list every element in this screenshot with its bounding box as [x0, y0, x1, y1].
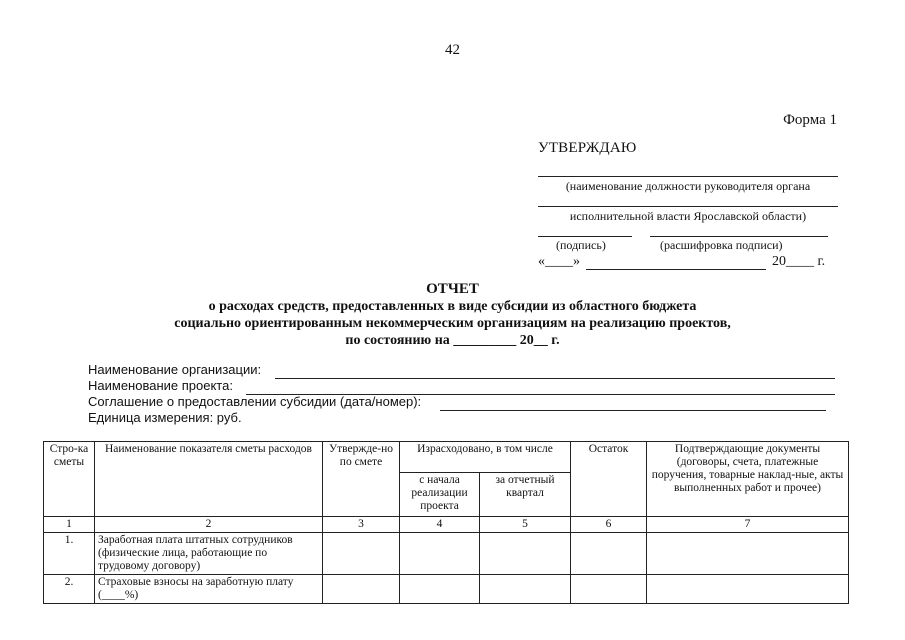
column-number: 5 [480, 517, 571, 533]
row-spent-start-cell [400, 533, 480, 575]
agreement-line [440, 410, 826, 411]
signature-decode-line [650, 236, 828, 237]
row-number: 1. [44, 533, 95, 575]
row-number: 2. [44, 575, 95, 604]
row-approved-cell [323, 533, 400, 575]
row-docs-cell [647, 575, 849, 604]
row-spent-period-cell [480, 575, 571, 604]
date-day: «____» [538, 254, 580, 269]
header-spent-period: за отчетный квартал [480, 473, 571, 517]
row-approved-cell [323, 575, 400, 604]
row-docs-cell [647, 533, 849, 575]
table-row [44, 575, 849, 604]
header-row-no: Стро-ка сметы [44, 442, 95, 517]
position-caption-1: (наименование должности руководителя органа [565, 179, 811, 193]
column-number: 6 [571, 517, 647, 533]
header-remainder: Остаток [571, 442, 647, 517]
column-number: 4 [400, 517, 480, 533]
position-line-1 [538, 176, 838, 177]
expense-report-table [43, 441, 849, 604]
project-name-label: Наименование проекта: [88, 378, 233, 393]
org-name-line [275, 378, 835, 379]
signature-caption: (подпись) [556, 238, 606, 252]
header-indicator: Наименование показателя сметы расходов [95, 442, 323, 517]
row-spent-start-cell [400, 575, 480, 604]
row-spent-period-cell [480, 533, 571, 575]
report-subtitle-1: о расходах средств, предоставленных в виде субсидии из областного бюджета [208, 299, 697, 314]
signature-decode-caption: (расшифровка подписи) [660, 238, 783, 252]
row-remainder-cell [571, 533, 647, 575]
position-line-2 [538, 206, 838, 207]
agreement-label: Соглашение о предоставлении субсидии (дата/номер): [88, 394, 422, 409]
column-number: 3 [323, 517, 400, 533]
signature-line [538, 236, 632, 237]
report-subtitle-3: по состоянию на _________ 20__ г. [345, 333, 560, 348]
unit-label: Единица измерения: руб. [88, 410, 242, 425]
form-label: Форма 1 [783, 112, 837, 128]
report-subtitle-2: социально ориентированным некоммерческим организациям на реализацию проектов, [174, 316, 731, 331]
header-spent-start: с начала реализации проекта [400, 473, 480, 517]
date-year: 20____ г. [772, 254, 826, 269]
row-indicator: Страховые взносы на заработную плату (____%) [95, 575, 323, 604]
column-number: 2 [95, 517, 323, 533]
header-spent: Израсходовано, в том числе [400, 442, 571, 473]
approval-heading: УТВЕРЖДАЮ [538, 140, 637, 156]
row-remainder-cell [571, 575, 647, 604]
header-approved: Утвержде-но по смете [323, 442, 400, 517]
position-caption-2: исполнительной власти Ярославской области) [569, 209, 807, 223]
column-number: 1 [44, 517, 95, 533]
row-indicator: Заработная плата штатных сотрудников (физические лица, работающие по трудовому договору) [95, 533, 323, 575]
header-docs: Подтверждающие документы (договоры, счета, платежные поручения, товарные наклад-ные, акты выполненных работ и прочее) [647, 442, 849, 517]
table-row [44, 533, 849, 575]
report-title: ОТЧЕТ [426, 281, 479, 297]
page-number: 42 [445, 42, 460, 58]
org-name-label: Наименование организации: [88, 362, 262, 377]
date-month-line [586, 269, 766, 270]
column-number: 7 [647, 517, 849, 533]
